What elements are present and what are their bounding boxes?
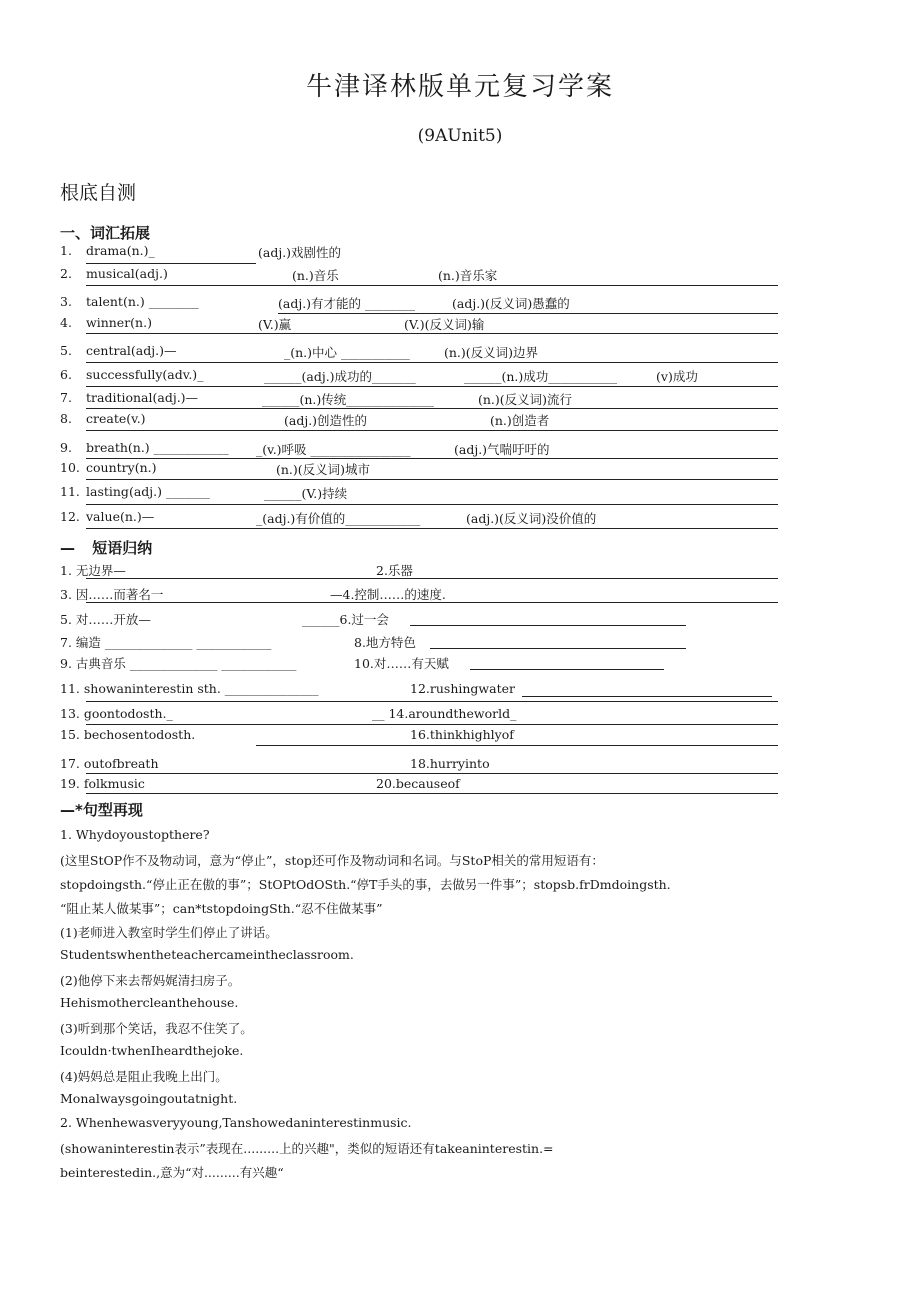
sentence-line: Studentswhentheteachercameintheclassroom. <box>60 947 354 962</box>
vocab-num: 3. <box>60 294 72 309</box>
sentences-heading: —*句型再现 <box>60 801 143 819</box>
vocab-num: 10. <box>60 460 80 475</box>
page-subtitle: (9AUnit5) <box>417 126 503 146</box>
phrase-row <box>60 610 778 631</box>
vocab-row <box>60 315 778 336</box>
vocab-word: musical(adj.) <box>86 266 168 281</box>
sentence-line: (3)听到那个笑话，我忍不住笑了。 <box>60 1021 253 1036</box>
answer-line <box>86 408 778 409</box>
vocab-blank: (n.)音乐家 <box>438 268 498 283</box>
vocab-num: 4. <box>60 315 72 330</box>
sentence-line: “阻止某人做某事”；can*tstopdoingSth.“忍不住做某事” <box>60 901 383 916</box>
vocab-row <box>60 460 778 481</box>
vocab-num: 1. <box>60 243 72 258</box>
vocab-blank: (n.)创造者 <box>490 413 550 428</box>
vocab-row <box>60 367 778 388</box>
vocab-blank: (n.)(反义词)边界 <box>444 345 539 360</box>
vocab-word: successfully(adv.)_ <box>86 367 204 382</box>
phrase-row <box>60 756 778 777</box>
vocab-num: 8. <box>60 411 72 426</box>
phrase-right: 8.地方特色 <box>354 635 416 650</box>
vocab-heading: 一、词汇拓展 <box>60 224 151 242</box>
answer-line <box>86 430 778 431</box>
vocab-blank: _(adj.)有价值的____________ <box>256 511 421 526</box>
answer-line <box>86 479 778 480</box>
vocab-row <box>60 411 778 432</box>
vocab-num: 11. <box>60 484 80 499</box>
phrase-left: 19. folkmusic <box>60 776 145 791</box>
phrase-left: 15. bechosentodosth. <box>60 727 196 742</box>
phrase-row <box>60 727 778 748</box>
vocab-word: breath(n.) ____________ <box>86 440 229 455</box>
phrase-right: 20.becauseof <box>376 776 460 791</box>
vocab-word: winner(n.) <box>86 315 152 330</box>
vocab-blank: (adj.)戏剧性的 <box>258 245 342 260</box>
phrase-right: 16.thinkhighlyof <box>410 727 514 742</box>
vocab-row <box>60 390 778 411</box>
phrase-left: 17. outofbreath <box>60 756 159 771</box>
phrase-right: 10.对……有天赋 <box>354 656 449 671</box>
vocab-num: 12. <box>60 509 80 524</box>
answer-line <box>470 669 664 670</box>
vocab-num: 5. <box>60 343 72 358</box>
vocab-word: country(n.) <box>86 460 157 475</box>
phrases-heading: 短语归纳 <box>92 539 153 557</box>
answer-line <box>86 773 778 774</box>
answer-line <box>86 504 778 505</box>
vocab-blank: (adj.)气喘吁吁的 <box>454 442 550 457</box>
vocab-blank: _(n.)中心 ___________ <box>284 345 410 360</box>
vocab-row <box>60 243 778 264</box>
answer-line <box>278 313 778 314</box>
vocab-blank: (n.)(反义词)城市 <box>276 462 371 477</box>
answer-line <box>522 696 772 697</box>
phrase-right: __ 14.aroundtheworld_ <box>372 706 517 721</box>
vocab-row <box>60 509 778 530</box>
vocab-blank: (V.)赢 <box>258 317 292 332</box>
sentence-line: Hehismothercleanthehouse. <box>60 995 239 1010</box>
vocab-row <box>60 440 778 461</box>
vocab-word: central(adj.)— <box>86 343 177 358</box>
phrase-row <box>60 654 778 675</box>
phrase-left: 1. 无边界— <box>60 563 126 578</box>
vocab-word: create(v.) <box>86 411 146 426</box>
phrase-row <box>60 585 778 606</box>
phrase-row <box>60 633 778 654</box>
vocab-word: talent(n.) ________ <box>86 294 199 309</box>
vocab-blank: ______(n.)成功___________ <box>464 369 618 384</box>
sentence-line: (1)老师进入教室时学生们停止了讲话。 <box>60 925 278 940</box>
phrases-heading-row <box>60 537 152 558</box>
vocab-row <box>60 294 778 315</box>
phrase-right: 2.乐器 <box>376 563 413 578</box>
vocab-blank: (adj.)(反义词)愚蠢的 <box>452 296 570 311</box>
sentence-line: stopdoingsth.“停止正在傲的事”；StOPtOdOSth.“停T手头的事，去做另一件事”；stopsb.frDmdoingsth. <box>60 877 671 892</box>
phrase-left: 7. 编造 ______________ ____________ <box>60 635 272 650</box>
answer-line <box>86 528 778 529</box>
vocab-blank: (v)成功 <box>656 369 698 384</box>
page-title: 牛津译林版单元复习学案 <box>305 72 614 102</box>
vocab-blank: ______(V.)持续 <box>264 486 348 501</box>
vocab-blank: (n.)(反义词)流行 <box>478 392 573 407</box>
phrase-row <box>60 776 778 797</box>
sentence-line: (4)妈妈总是阻止我晚上出门。 <box>60 1069 228 1084</box>
vocab-num: 2. <box>60 266 72 281</box>
answer-line <box>86 701 778 702</box>
phrase-right: —4.控制……的速度. <box>330 587 446 602</box>
answer-line <box>86 458 778 459</box>
vocab-num: 7. <box>60 390 72 405</box>
vocab-row <box>60 484 778 505</box>
vocab-word: lasting(adj.) _______ <box>86 484 210 499</box>
sentence-line: 2. Whenhewasveryyoung,Tanshowedaninterestinmusic. <box>60 1115 412 1130</box>
answer-line <box>86 285 778 286</box>
vocab-word: traditional(adj.)— <box>86 390 199 405</box>
sentence-line: 1. Whydoyoustopthere? <box>60 827 210 842</box>
vocab-blank: (adj.)创造性的 <box>284 413 368 428</box>
answer-line <box>86 793 778 794</box>
vocab-num: 9. <box>60 440 72 455</box>
phrase-right: 18.hurryinto <box>410 756 490 771</box>
vocab-row <box>60 343 778 364</box>
vocab-word: drama(n.)_ <box>86 243 155 258</box>
sentence-line: Icouldn·twhenIheardthejoke. <box>60 1043 244 1058</box>
vocab-row <box>60 266 778 287</box>
sentence-line: (这里StOP作不及物动词，意为“停止”，stop还可作及物动词和名词。与StoP相关的常用短语有： <box>60 853 604 868</box>
phrase-left: 9. 古典音乐 ______________ ____________ <box>60 656 297 671</box>
vocab-word: value(n.)— <box>86 509 155 524</box>
vocab-blank: (adj.)(反义词)没价值的 <box>466 511 597 526</box>
answer-line <box>430 648 686 649</box>
phrase-left: 11. showaninterestin sth. _______________ <box>60 681 319 696</box>
answer-line <box>86 602 778 603</box>
vocab-blank: (adj.)有才能的 ________ <box>278 296 416 311</box>
phrase-right: ______6.过一会 <box>302 612 389 627</box>
answer-line <box>86 362 778 363</box>
phrases-heading-prefix: — <box>60 539 75 557</box>
answer-line <box>86 333 778 334</box>
answer-line <box>410 625 686 626</box>
phrase-row <box>60 681 778 702</box>
vocab-blank: ______(adj.)成功的_______ <box>264 369 416 384</box>
answer-line <box>86 386 778 387</box>
vocab-blank: (V.)(反义词)输 <box>404 317 485 332</box>
phrase-left: 13. goontodosth._ <box>60 706 173 721</box>
answer-line <box>86 724 778 725</box>
answer-line <box>256 745 778 746</box>
vocab-blank: (n.)音乐 <box>292 268 339 283</box>
phrase-left: 3. 因……而著名一 <box>60 587 164 602</box>
sentence-line: (2)他停下来去帮妈娓清扫房子。 <box>60 973 241 988</box>
answer-line <box>86 578 778 579</box>
phrase-left: 5. 对……开放— <box>60 612 151 627</box>
section-heading-self-test: 根底自测 <box>60 182 137 204</box>
vocab-num: 6. <box>60 367 72 382</box>
sentence-line: beinterestedin.,意为“对.........有兴趣“ <box>60 1165 284 1180</box>
sentence-line: Monalwaysgoingoutatnight. <box>60 1091 238 1106</box>
phrase-right: 12.rushingwater <box>410 681 515 696</box>
answer-line <box>86 263 256 264</box>
vocab-blank: _(v.)呼吸 ________________ <box>256 442 411 457</box>
phrase-row <box>60 561 778 582</box>
vocab-blank: ______(n.)传统______________ <box>262 392 434 407</box>
sentence-line: (showaninterestin表示”表现在.........上的兴趣"，类似的短语还有takeaninterestin.= <box>60 1141 554 1156</box>
phrase-row <box>60 706 778 727</box>
